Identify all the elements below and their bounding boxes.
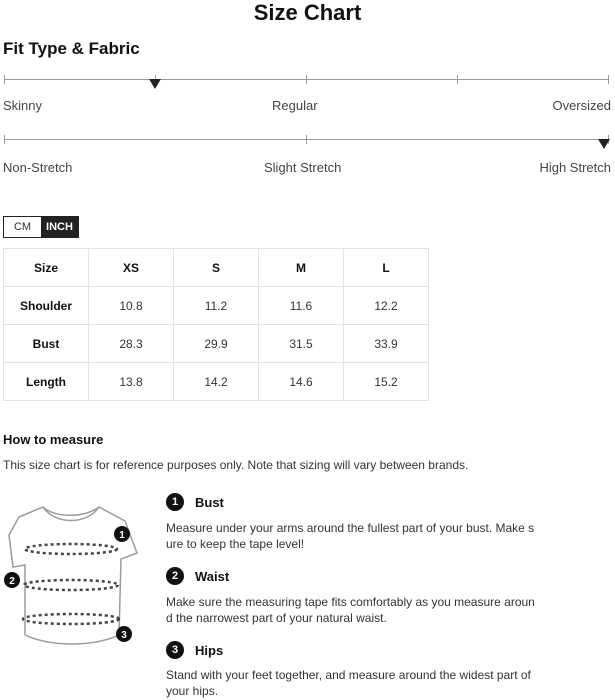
fit-section-title: Fit Type & Fabric xyxy=(3,39,140,58)
number-three-icon: 3 xyxy=(166,641,184,659)
table-cell: 12.2 xyxy=(344,287,429,325)
waist-number-icon xyxy=(4,572,20,588)
table-header-cell: Size xyxy=(4,249,89,287)
number-two-icon: 2 xyxy=(166,567,184,585)
table-cell: 11.6 xyxy=(259,287,344,325)
step-hips-heading xyxy=(166,641,223,659)
table-cell: 33.9 xyxy=(344,325,429,363)
step-desc-line: ure to keep the tape level! xyxy=(166,537,305,551)
fit-label-oversized: Oversized xyxy=(552,98,611,113)
stretch-scale-tick xyxy=(306,135,307,144)
stretch-label-non: Non-Stretch xyxy=(3,160,73,175)
unit-toggle xyxy=(3,216,79,238)
table-cell: 15.2 xyxy=(344,363,429,401)
fit-scale-tick xyxy=(4,75,5,84)
step-title: Hips xyxy=(195,642,224,658)
reference-note: This size chart is for reference purposes only. Note that sizing will vary between brands. xyxy=(3,458,469,472)
fit-selected-marker-icon xyxy=(149,79,161,89)
tshirt-measure-illustration xyxy=(3,495,153,675)
table-header-cell: L xyxy=(344,249,429,287)
step-title: Waist xyxy=(195,568,230,584)
fit-scale-tick xyxy=(306,75,307,84)
fit-scale-tick xyxy=(608,75,609,84)
step-bust-heading xyxy=(166,493,224,511)
fit-label-skinny: Skinny xyxy=(3,98,43,113)
step-title: Bust xyxy=(195,494,224,510)
page-title: Size Chart xyxy=(253,0,362,25)
table-header-cell: M xyxy=(259,249,344,287)
step-desc-line: Measure under your arms around the fullest part of your bust. Make s xyxy=(166,521,535,535)
table-cell: 29.9 xyxy=(174,325,259,363)
step-desc-line: your hips. xyxy=(166,684,219,698)
stretch-scale-tick xyxy=(4,135,5,144)
fabric-stretch-scale xyxy=(4,136,609,146)
fit-type-scale xyxy=(4,76,609,86)
fit-scale-tick xyxy=(457,75,458,84)
table-header-cell: S xyxy=(174,249,259,287)
table-row xyxy=(4,363,429,401)
size-table xyxy=(3,248,429,401)
table-header-cell: XS xyxy=(89,249,174,287)
svg-text:2: 2 xyxy=(9,576,15,587)
table-cell: 28.3 xyxy=(89,325,174,363)
table-cell: 14.2 xyxy=(174,363,259,401)
table-cell: 11.2 xyxy=(174,287,259,325)
svg-text:1: 1 xyxy=(119,530,125,541)
table-cell: 13.8 xyxy=(89,363,174,401)
stretch-label-slight: Slight Stretch xyxy=(264,160,342,175)
stretch-label-high: High Stretch xyxy=(539,160,611,175)
unit-inch-button[interactable]: INCH xyxy=(41,217,78,237)
how-to-measure-title: How to measure xyxy=(3,432,104,447)
table-header-row xyxy=(4,249,429,287)
table-row xyxy=(4,287,429,325)
hips-number-icon xyxy=(116,626,132,642)
step-hips-description xyxy=(166,667,571,699)
table-row xyxy=(4,325,429,363)
svg-text:3: 3 xyxy=(121,630,127,641)
unit-cm-button[interactable]: CM xyxy=(4,217,41,237)
bust-number-icon xyxy=(114,526,130,542)
fit-label-regular: Regular xyxy=(272,98,318,113)
table-cell: 14.6 xyxy=(259,363,344,401)
number-one-icon: 1 xyxy=(166,493,184,511)
table-row-label: Length xyxy=(4,363,89,401)
table-cell: 10.8 xyxy=(89,287,174,325)
step-waist-heading xyxy=(166,567,229,585)
stretch-selected-marker-icon xyxy=(598,139,610,149)
step-desc-line: Stand with your feet together, and measure around the widest part of xyxy=(166,668,531,682)
step-waist-description xyxy=(166,594,571,626)
step-bust-description xyxy=(166,520,571,552)
step-desc-line: d the narrowest part of your natural waist. xyxy=(166,611,387,625)
table-row-label: Bust xyxy=(4,325,89,363)
table-row-label: Shoulder xyxy=(4,287,89,325)
table-cell: 31.5 xyxy=(259,325,344,363)
step-desc-line: Make sure the measuring tape fits comfortably as you measure aroun xyxy=(166,595,535,609)
